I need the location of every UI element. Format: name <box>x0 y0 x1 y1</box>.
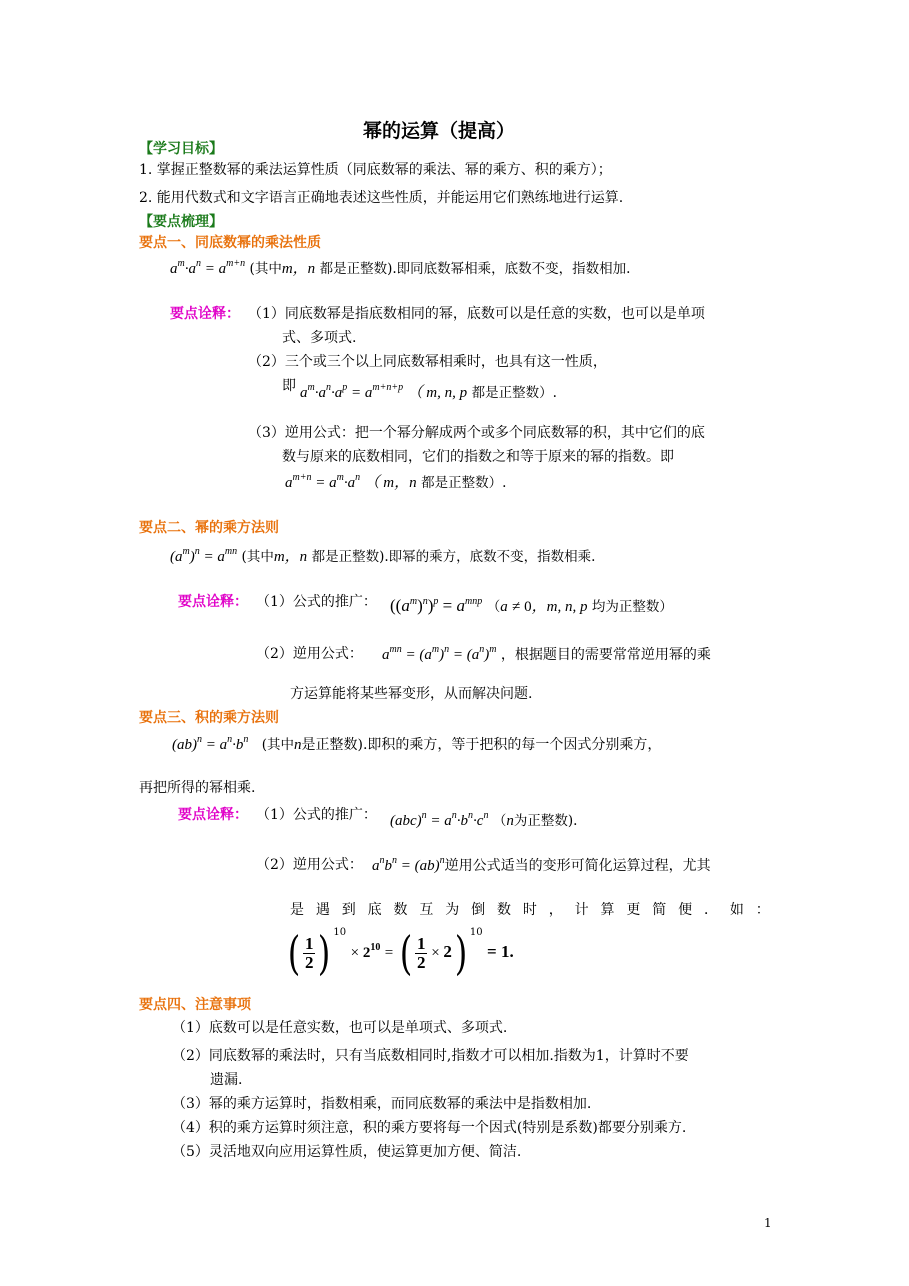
section1-note3-formula: $a^{m+n} = a^m\cdot a^n$ （ m，n 都是正整数）. <box>285 472 507 491</box>
spread-char: 互 <box>419 902 434 918</box>
page-title: 幂的运算（提高） <box>363 120 516 142</box>
section2-heading: 要点二、幂的乘方法则 <box>139 520 279 536</box>
section1-note2-b: 即 <box>282 378 296 394</box>
key-points-heading: 【要点梳理】 <box>139 214 223 230</box>
section2-note2-b: 方运算能将某些幂变形，从而解决问题. <box>290 686 533 702</box>
section1-heading: 要点一、同底数幂的乘法性质 <box>139 235 321 251</box>
fraction-example: ( $\frac{1}{2}$ ) $^{10} \times 2^{10}$ = ( $\frac{1}{2}$ × 2) $^{10}$ = 1. <box>287 926 514 980</box>
spread-char: 计 <box>574 902 589 918</box>
section1-note2-formula: $a^m\cdot a^n\cdot a^p = a^{m+n+p}$ （ m, n, p 都是正整数）. <box>300 382 557 401</box>
spread-char: 遇 <box>315 902 330 918</box>
section1-note1-b: 式、多项式. <box>282 330 357 346</box>
section3-formula: $(ab)^n = a^n\cdot b^n$ (其中n是正整数).即积的乘方，等于把积的每一个因式分别乘方， <box>172 734 662 753</box>
page-number: 1 <box>764 1216 772 1230</box>
section2-note1: （1）公式的推广： <box>256 594 377 610</box>
section1-note-label: 要点诠释： <box>170 306 240 322</box>
spread-char: 时 <box>522 902 537 918</box>
spread-char: 是 <box>290 902 304 918</box>
learning-goal-1: 1. 掌握正整数幂的乘法运算性质（同底数幂的乘法、幂的乘方、积的乘方）； <box>139 162 612 178</box>
spread-char: 简 <box>652 902 667 918</box>
spread-char: 更 <box>626 902 641 918</box>
section2-formula: $(a^m)^n = a^{mn}$ (其中m，n 都是正整数).即幂的乘方，底数不变，指数相乘. <box>170 546 596 565</box>
section3-note2-a: （2）逆用公式： <box>256 857 363 873</box>
spread-char: ． <box>704 902 718 918</box>
section4-heading: 要点四、注意事项 <box>139 997 251 1013</box>
section2-note1-formula: $((a^m)^n)^p = a^{mnp}$ （a ≠ 0，m, n, p 均为正整数） <box>390 596 673 615</box>
spread-char: 为 <box>445 902 460 918</box>
section1-formula: $a^m\cdot a^n = a^{m+n}$ (其中m，n 都是正整数).即同底数幂相乘，底数不变，指数相加. <box>170 258 631 277</box>
spread-char: 算 <box>600 902 615 918</box>
spread-char: 如 <box>729 902 744 918</box>
spread-char: 底 <box>367 902 382 918</box>
section3-note1: （1）公式的推广： <box>256 807 377 823</box>
spread-char: ， <box>548 902 563 918</box>
learning-goals-heading: 【学习目标】 <box>139 141 223 157</box>
section4-item-2: （2）同底数幂的乘法时，只有当底数相同时,指数才可以相加.指数为1，计算时不要 <box>172 1048 689 1064</box>
spread-char: 便 <box>678 902 693 918</box>
section4-item-5: （5）灵活地双向应用运算性质，使运算更加方便、简洁. <box>172 1144 522 1160</box>
section2-note2-formula: $a^{mn} = (a^m)^n = (a^n)^m$ ，根据题目的需要常常逆用幂的乘 <box>382 644 711 663</box>
section4-item-2-cont: 遗漏. <box>210 1072 243 1088</box>
section3-note2-b <box>290 902 770 919</box>
section3-note-label: 要点诠释： <box>178 807 248 823</box>
section4-item-1: （1）底数可以是任意实数，也可以是单项式、多项式. <box>172 1020 508 1036</box>
section4-item-3: （3）幂的乘方运算时，指数相乘，而同底数幂的乘法中是指数相加. <box>172 1096 592 1112</box>
section1-note3-b: 数与原来的底数相同，它们的指数之和等于原来的幂的指数。即 <box>282 449 674 465</box>
section3-heading: 要点三、积的乘方法则 <box>139 710 279 726</box>
section3-rest2: 再把所得的幂相乘. <box>139 780 256 796</box>
spread-char: 倒 <box>471 902 486 918</box>
section3-note1-formula: $(abc)^n = a^n\cdot b^n\cdot c^n$ （n为正整数). <box>390 810 578 829</box>
spread-char: ： <box>755 902 770 918</box>
spread-char: 数 <box>393 902 408 918</box>
section4-item-4: （4）积的乘方运算时须注意，积的乘方要将每一个因式(特别是系数)都要分别乘方. <box>172 1120 687 1136</box>
section1-note1-a: （1）同底数幂是指底数相同的幂，底数可以是任意的实数，也可以是单项 <box>248 306 705 322</box>
section3-note2-formula: $a^nb^n = (ab)^n$逆用公式适当的变形可简化运算过程，尤其 <box>372 855 711 874</box>
learning-goal-2: 2. 能用代数式和文字语言正确地表述这些性质，并能运用它们熟练地进行运算. <box>139 190 624 206</box>
section2-note2-a: （2）逆用公式： <box>256 646 363 662</box>
spread-char: 到 <box>341 902 356 918</box>
spread-char: 数 <box>497 902 511 918</box>
section1-note3-a: （3）逆用公式：把一个幂分解成两个或多个同底数幂的积，其中它们的底 <box>248 425 705 441</box>
section2-note-label: 要点诠释： <box>178 594 248 610</box>
section1-note2-a: （2）三个或三个以上同底数幂相乘时，也具有这一性质， <box>248 354 607 370</box>
